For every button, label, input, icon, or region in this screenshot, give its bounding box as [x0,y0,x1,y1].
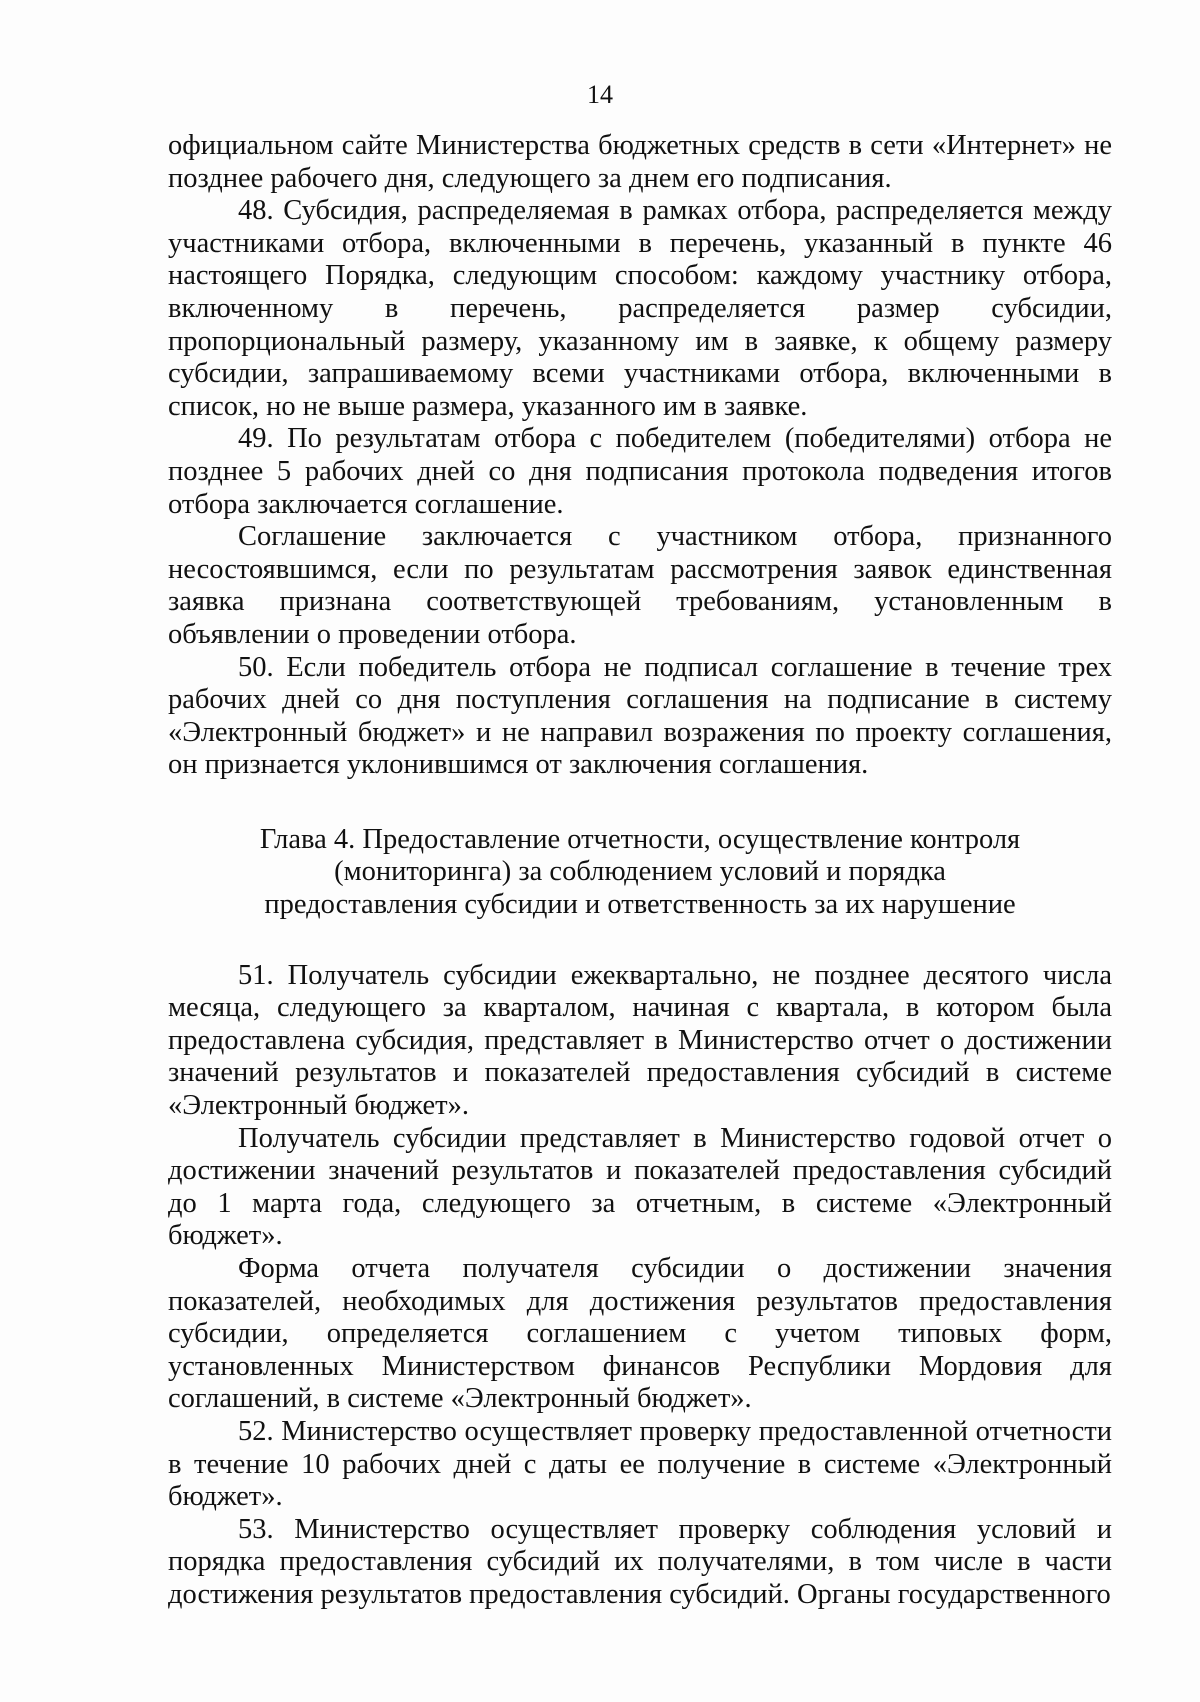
paragraph-51-annual-report: Получатель субсидии представляет в Министерство годовой отчет о достижении значений результатов и показателей предоставления субсидий до 1 марта года, следующего за отчетным, в системе «Электронный бюджет». [168,1122,1112,1252]
paragraph-49-agreement: Соглашение заключается с участником отбора, признанного несостоявшимся, если по результатам рассмотрения заявок единственная заявка признана соответствующей требованиям, установленным в объявлении о проведении отбора. [168,521,1112,650]
paragraph-48: 48. Субсидия, распределяемая в рамках отбора, распределяется между участниками отбора, включенными в перечень, указанный в пункте 46 настоящего Порядка, следующим способом: каждому участнику отбора, включенному в перечень, распределяется размер субсидии, пропорциональный размеру, указанному им в заявке, к общему размеру субсидии, запрашиваемому всеми участниками отбора, включенными в список, но не выше размера, указанного им в заявке. [168,195,1112,422]
chapter-heading-line-1: Глава 4. Предоставление отчетности, осуществление контроля [259,823,1021,855]
paragraph-50: 50. Если победитель отбора не подписал соглашение в течение трех рабочих дней со дня поступления соглашения на подписание в систему «Электронный бюджет» и не направил возражения по проекту соглашения, он признается уклонившимся от заключения соглашения. [168,651,1112,781]
chapter-heading [168,824,1112,922]
paragraph-51-report-form: Форма отчета получателя субсидии о достижении значения показателей, необходимых для достижения результатов предоставления субсидии, определяется соглашением с учетом типовых форм, установленных Министерством финансов Республики Мордовия для соглашений, в системе «Электронный бюджет». [168,1253,1112,1415]
chapter-heading-line-3: предоставления субсидии и ответственность за их нарушение [264,889,1016,921]
paragraph-49: 49. По результатам отбора с победителем (победителями) отбора не позднее 5 рабочих дней со дня подписания протокола подведения итогов отбора заключается соглашение. [168,423,1112,520]
paragraph-52: 52. Министерство осуществляет проверку предоставленной отчетности в течение 10 рабочих дней с даты ее получение в системе «Электронный бюджет». [168,1415,1112,1513]
paragraph-continuation: официальном сайте Министерства бюджетных средств в сети «Интернет» не позднее рабочего дня, следующего за днем его подписания. [168,130,1112,194]
paragraph-53: 53. Министерство осуществляет проверку соблюдения условий и порядка предоставления субсидий их получателями, в том числе в части достижения результатов предоставления субсидий. Органы государственного [168,1513,1112,1610]
page-number: 14 [587,80,613,109]
document-body [168,130,1112,1612]
paragraph-51: 51. Получатель субсидии ежеквартально, не позднее десятого числа месяца, следующего за кварталом, начиная с квартала, в котором была предоставлена субсидия, представляет в Министерство отчет о достижении значений результатов и показателей предоставления субсидий в системе «Электронный бюджет». [168,959,1112,1122]
chapter-heading-line-2: (мониторинга) за соблюдением условий и порядка [334,856,946,888]
